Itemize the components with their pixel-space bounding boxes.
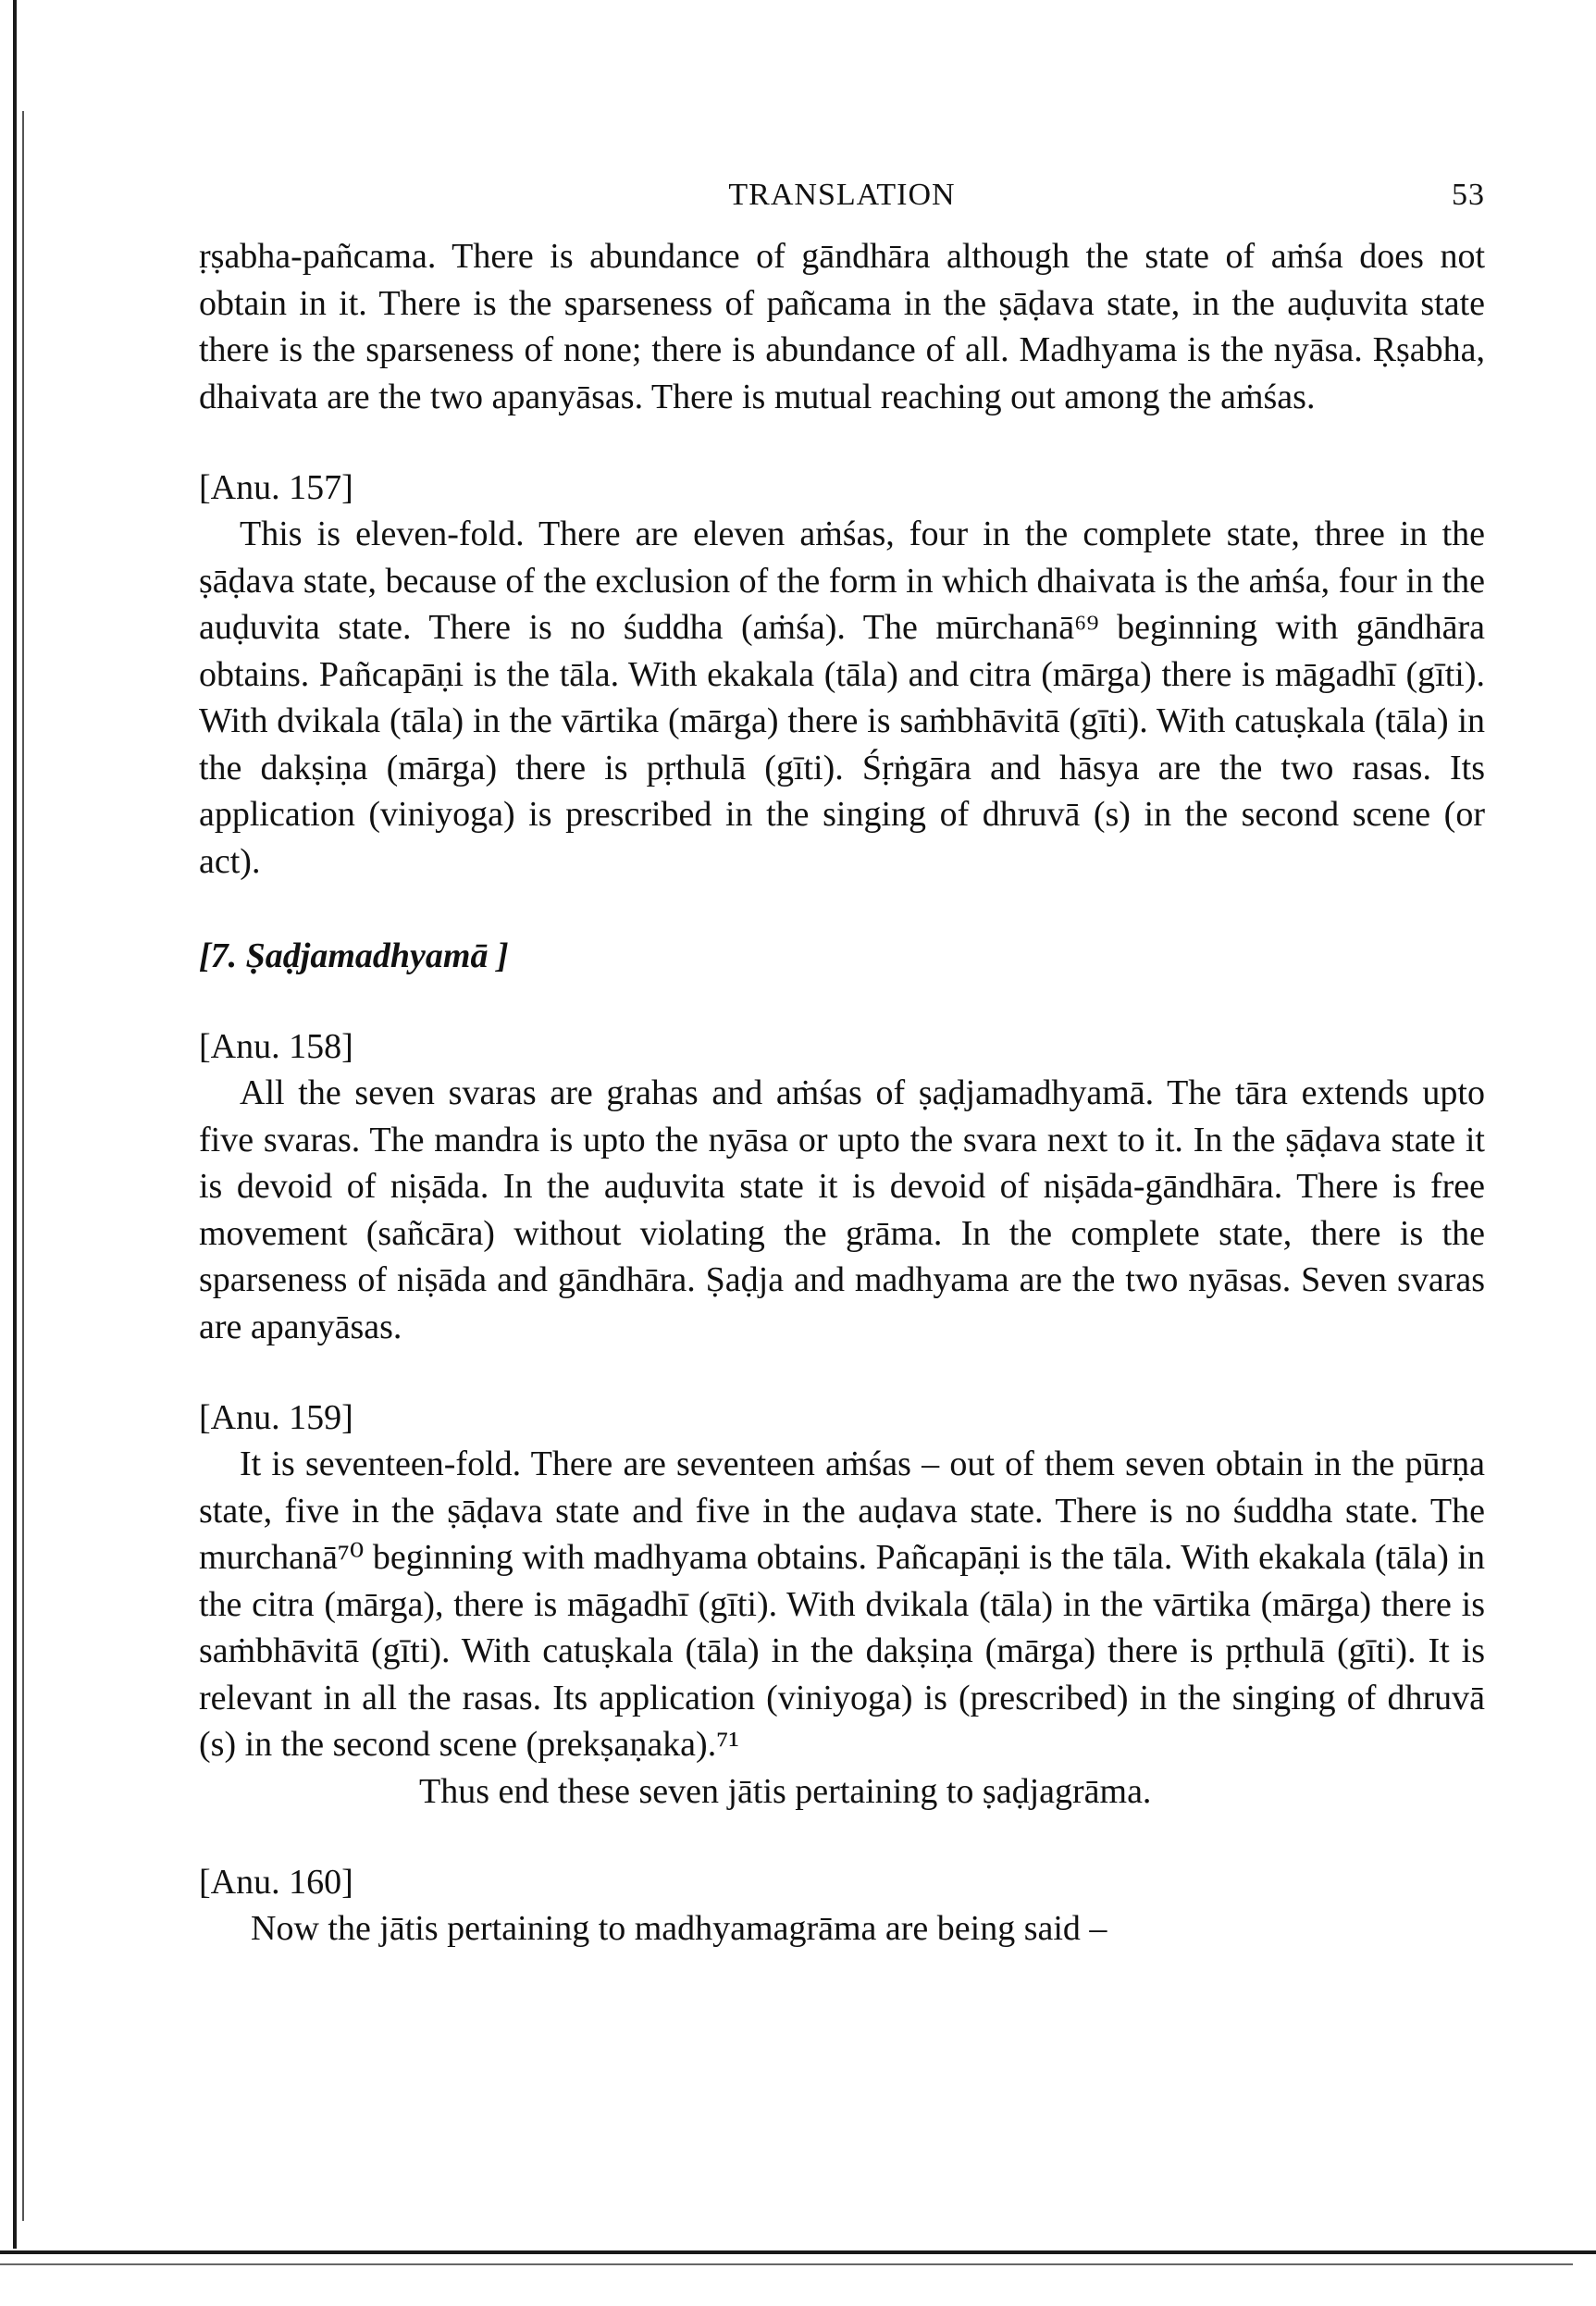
scan-left-edge [13,0,17,2249]
anu-marker-160: [Anu. 160] [199,1863,353,1902]
anu-marker-158: [Anu. 158] [199,1027,353,1066]
paragraph-continued: ṛṣabha-pañcama. There is abundance of gāndhāra although the state of aṁśa does not obtain in it. There is the sparseness of pañcama in the ṣāḍava state, in the auḍuvita state there is the sparseness of none; there is abundance of all. Madhyama is the nyāsa. Ṛṣabha, dhaivata are the two apanyāsas. There is mutual reaching out among the aṁśas. [199,237,1485,416]
scan-bottom-edge [0,2250,1596,2254]
anu-marker-157: [Anu. 157] [199,468,353,507]
closing-line: Thus end these seven jātis pertaining to ṣaḍjagrāma. [419,1771,1152,1811]
running-header [199,178,1485,233]
scan-bottom-edge-inner [0,2263,1573,2265]
paragraph-anu-157: This is eleven-fold. There are eleven aṁśas, four in the complete state, three in the ṣāḍava state, because of the exclusion of the form in which dhaivata is the aṁśa, four in the auḍuvita state. There is no śuddha (aṁśa). The mūrchanā⁶⁹ beginning with gāndhāra obtains. Pañcapāṇi is the tāla. With ekakala (tāla) and citra (mārga) there is māgadhī (gīti). With dvikala (tāla) in the vārtika (mārga) there is saṁbhāvitā (gīti). With catuṣkala (tāla) in the dakṣiṇa (mārga) there is pṛthulā (gīti). Śṛṅgāra and hāsya are the two rasas. Its application (viniyoga) is prescribed in the singing of dhruvā (s) in the second scene (or act). [199,515,1485,881]
section-heading-sadjamadhyama: [7. Ṣaḍjamadhyamā ] [199,936,509,975]
scan-left-edge-inner [22,111,24,2221]
page-body [199,178,1485,1952]
paragraph-anu-160: Now the jātis pertaining to madhyamagrāma are being said – [251,1909,1107,1948]
anu-marker-159: [Anu. 159] [199,1398,353,1437]
paragraph-anu-159: It is seventeen-fold. There are seventeen aṁśas – out of them seven obtain in the pūrṇa state, five in the ṣāḍava state and five in the auḍava state. There is no śuddha state. The murchanā⁷⁰ beginning with madhyama obtains. Pañcapāṇi is the tāla. With ekakala (tāla) in the citra (mārga), there is māgadhī (gīti). With dvikala (tāla) in the vārtika (mārga) there is saṁbhāvitā (gīti). With catuṣkala (tāla) in the dakṣiṇa (mārga) there is pṛthulā (gīti). It is relevant in all the rasas. Its application (viniyoga) is (prescribed) in the singing of dhruvā (s) in the second scene (prekṣaṇaka).⁷¹ [199,1444,1485,1764]
page-number: 53 [1452,178,1485,212]
paragraph-anu-158: All the seven svaras are grahas and aṁśas of ṣaḍjamadhyamā. The tāra extends upto five svaras. The mandra is upto the nyāsa or upto the svara next to it. In the ṣāḍava state it is devoid of niṣāda. In the auḍuvita state it is devoid of niṣāda-gāndhāra. There is free movement (sañcāra) without violating the grāma. In the complete state, there is the sparseness of niṣāda and gāndhāra. Ṣaḍja and madhyama are the two nyāsas. Seven svaras are apanyāsas. [199,1073,1485,1346]
running-title: TRANSLATION [728,178,956,212]
